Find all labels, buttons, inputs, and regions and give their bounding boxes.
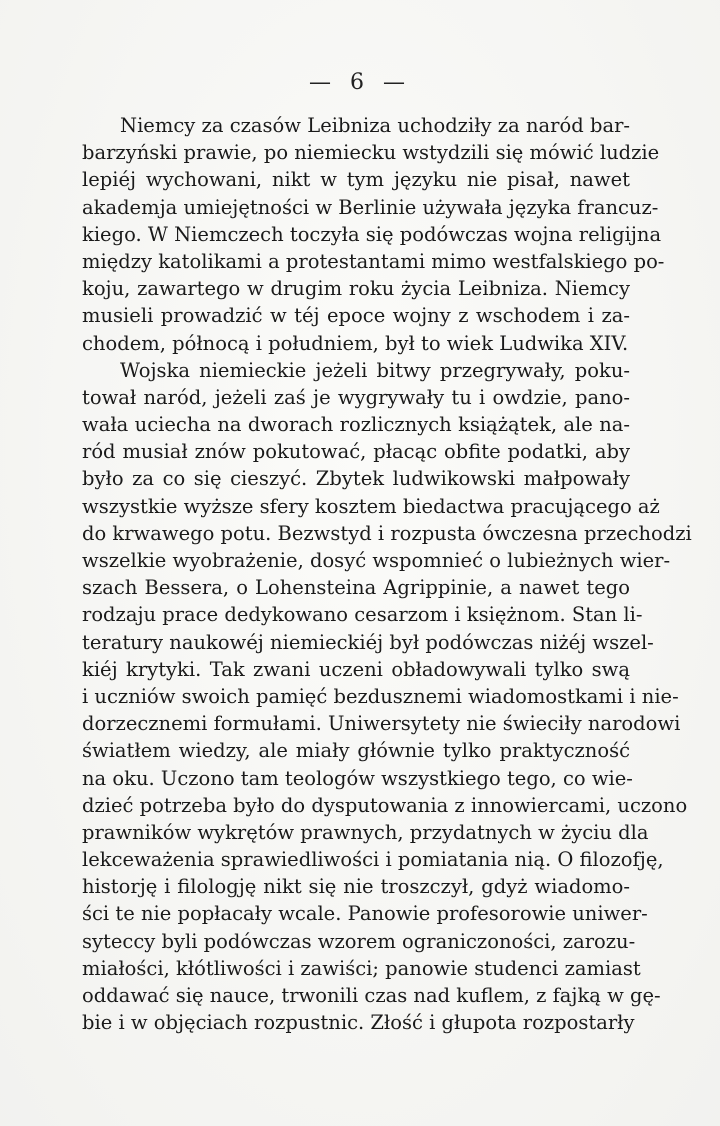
text-line: miałości, kłótliwości i zawiści; panowie studenci zamiast: [82, 956, 641, 980]
text-line: akademja umiejętności w Berlinie używała języka francuz-: [82, 195, 659, 219]
text-line: ród musiał znów pokutować, płacąc obfite podatki, aby: [82, 440, 630, 464]
page-number: — 6 —: [309, 70, 411, 95]
text-line: chodem, północą i południem, był to wiek Ludwika XIV.: [82, 331, 629, 355]
text-line: koju, zawartego w drugim roku życia Leibniza. Niemcy: [82, 277, 630, 301]
text-line: lepiéj wychowani, nikt w tym języku nie pisał, nawet: [82, 168, 630, 192]
text-line: Niemcy za czasów Leibniza uchodziły za naród bar-: [120, 114, 630, 137]
text-line: dorzecznemi formułami. Uniwersytety nie świeciły narodowi: [82, 712, 681, 736]
text-line: wszelkie wyobrażenie, dosyć wspomnieć o lubieżnych wier-: [82, 549, 671, 572]
text-line: między katolikami a protestantami mimo westfalskiego po-: [82, 249, 665, 273]
text-line: ści te nie popłacały wcale. Panowie profesorowie uniwer-: [82, 902, 648, 926]
text-line: na oku. Uczono tam teologów wszystkiego tego, co wie-: [82, 766, 633, 790]
text-line: i uczniów swoich pamięć bezdusznemi wiadomostkami i nie-: [82, 684, 679, 708]
text-line: dzieć potrzeba było do dysputowania z innowiercami, uczono: [82, 793, 688, 817]
text-line: oddawać się nauce, trwonili czas nad kuflem, z fajką w gę-: [82, 984, 661, 1007]
text-line: tował naród, jeżeli zaś je wygrywały tu i owdzie, pano-: [82, 385, 630, 409]
text-line: kiéj krytyki. Tak zwani uczeni obładowywali tylko swą: [82, 657, 630, 681]
text-line: szach Bessera, o Lohensteina Agrippinie, a nawet tego: [82, 576, 630, 600]
text-line: barzyński prawie, po niemiecku wstydzili się mówić ludzie: [82, 141, 660, 165]
text-line: było za co się cieszyć. Zbytek ludwikowski małpowały: [82, 467, 630, 491]
text-line: prawników wykrętów prawnych, przydatnych w życiu dla: [82, 820, 649, 844]
text-line: światłem wiedzy, ale miały głównie tylko praktyczność: [82, 739, 630, 763]
text-line: wała uciecha na dworach rozlicznych książątek, ale na-: [82, 413, 630, 437]
text-line: wszystkie wyższe sfery kosztem biedactwa pracującego aż: [82, 494, 660, 518]
text-line: bie i w objęciach rozpustnic. Złość i głupota rozpostarły: [82, 1011, 635, 1035]
text-line: lekceważenia sprawiedliwości i pomiatania nią. O filozofję,: [82, 848, 664, 872]
body-text: [82, 112, 692, 1036]
text-line: rodzaju prace dedykowano cesarzom i księżnom. Stan li-: [82, 603, 643, 627]
text-line: do krwawego potu. Bezwstyd i rozpusta ówczesna przechodzi: [82, 521, 692, 545]
text-line: kiego. W Niemczech toczyła się podówczas wojna religijna: [82, 222, 662, 246]
text-line: Wojska niemieckie jeżeli bitwy przegrywały, poku-: [120, 358, 630, 382]
text-line: teratury naukowéj niemieckiéj był podówczas niżéj wszel-: [82, 630, 654, 654]
text-line: historję i filologję nikt się nie troszczył, gdyż wiadomo-: [82, 875, 630, 899]
text-line: syteccy byli podówczas wzorem ograniczoności, zarozu-: [82, 929, 636, 953]
text-line: musieli prowadzić w téj epoce wojny z wschodem i za-: [82, 304, 630, 328]
